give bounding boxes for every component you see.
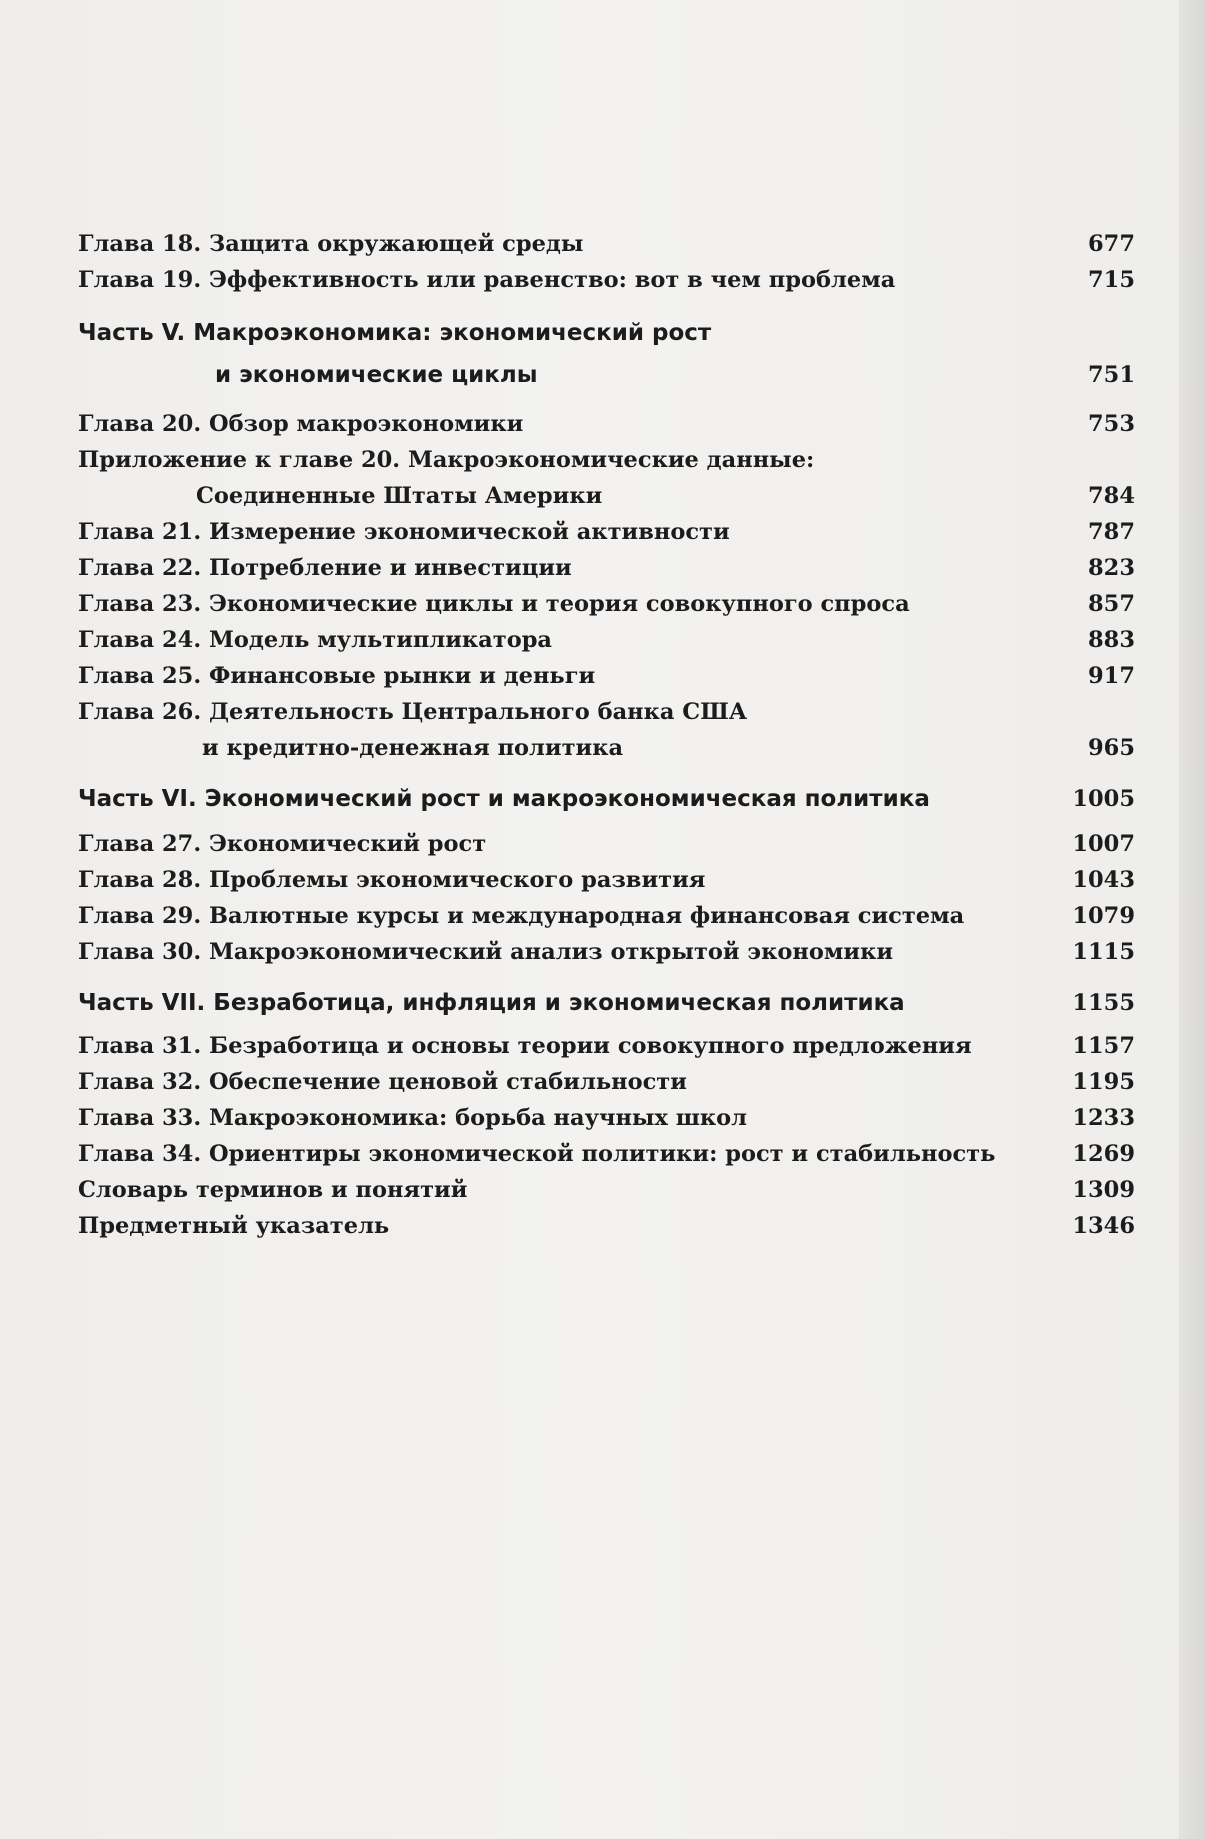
toc-entry-ch23 <box>78 586 1135 622</box>
toc-entry-page: 1043 <box>1072 867 1135 893</box>
toc-entry-title: Глава 18. Защита окружающей среды <box>78 231 584 257</box>
toc-entry-title: и кредитно-денежная политика <box>202 735 624 761</box>
toc-entry-ch31 <box>78 1028 1135 1064</box>
toc-entry-ch21 <box>78 514 1135 550</box>
toc-entry-ch30 <box>78 934 1135 970</box>
toc-entry-ch25 <box>78 658 1135 694</box>
toc-part-title: и экономические циклы <box>215 362 538 388</box>
toc-entry-ch33 <box>78 1100 1135 1136</box>
toc-part-title: Часть V. Макроэкономика: экономический рост <box>78 320 712 346</box>
toc-entry-page: 823 <box>1088 555 1135 581</box>
toc-entry-title: Глава 29. Валютные курсы и международная финансовая система <box>78 903 965 929</box>
toc-part-5 <box>78 312 1135 354</box>
toc-entry-title: Глава 22. Потребление и инвестиции <box>78 555 572 581</box>
toc-entry-ch18 <box>78 226 1135 262</box>
toc-entry-page: 1269 <box>1072 1141 1135 1167</box>
toc-entry-title: Глава 26. Деятельность Центрального банка США <box>78 699 748 725</box>
toc-entry-ch28 <box>78 862 1135 898</box>
toc-entry-title: Глава 30. Макроэкономический анализ открытой экономики <box>78 939 894 965</box>
toc-part-7 <box>78 982 1135 1024</box>
toc-entry-appendix-20 <box>78 442 1135 478</box>
toc-entry-title: Предметный указатель <box>78 1213 390 1239</box>
page-edge <box>1179 0 1205 1839</box>
toc-entry-title: Глава 32. Обеспечение ценовой стабильности <box>78 1069 687 1095</box>
toc-entry-page: 1309 <box>1072 1177 1135 1203</box>
toc-entry-page: 1115 <box>1072 939 1135 965</box>
toc-entry-ch32 <box>78 1064 1135 1100</box>
toc-entry-title: Глава 28. Проблемы экономического развития <box>78 867 706 893</box>
toc-entry-title: Глава 27. Экономический рост <box>78 831 487 857</box>
toc-entry-title: Глава 21. Измерение экономической активности <box>78 519 730 545</box>
toc-entry-page: 1346 <box>1072 1213 1135 1239</box>
toc-part-5-cont <box>78 354 1135 396</box>
toc-entry-page: 1155 <box>1072 990 1135 1016</box>
toc-entry-ch24 <box>78 622 1135 658</box>
toc-entry-page: 787 <box>1088 519 1135 545</box>
toc-entry-ch22 <box>78 550 1135 586</box>
toc-entry-page: 751 <box>1088 362 1135 388</box>
toc-entry-page: 1005 <box>1072 786 1135 812</box>
toc-entry-ch27 <box>78 826 1135 862</box>
toc-entry-page: 1007 <box>1072 831 1135 857</box>
toc-entry-page: 857 <box>1088 591 1135 617</box>
toc-entry-page: 883 <box>1088 627 1135 653</box>
toc-entry-ch26 <box>78 694 1135 730</box>
toc-entry-ch26-cont <box>78 730 1135 766</box>
toc-entry-title: Глава 20. Обзор макроэкономики <box>78 411 524 437</box>
toc-entry-page: 753 <box>1088 411 1135 437</box>
toc-entry-title: Приложение к главе 20. Макроэкономические данные: <box>78 447 815 473</box>
toc-entry-page: 917 <box>1088 663 1135 689</box>
toc-entry-page: 1233 <box>1072 1105 1135 1131</box>
toc-entry-title: Глава 31. Безработица и основы теории совокупного предложения <box>78 1033 972 1059</box>
toc-entry-page: 784 <box>1088 483 1135 509</box>
toc-entry-title: Словарь терминов и понятий <box>78 1177 468 1203</box>
toc-part-6 <box>78 778 1135 820</box>
toc-part-title: Часть VI. Экономический рост и макроэкономическая политика <box>78 786 930 812</box>
toc-entry-title: Соединенные Штаты Америки <box>196 483 603 509</box>
toc-entry-title: Глава 24. Модель мультипликатора <box>78 627 553 653</box>
toc-entry-title: Глава 33. Макроэкономика: борьба научных школ <box>78 1105 748 1131</box>
toc-part-title: Часть VII. Безработица, инфляция и экономическая политика <box>78 990 905 1016</box>
toc-entry-page: 1195 <box>1072 1069 1135 1095</box>
toc-entry-ch19 <box>78 262 1135 298</box>
toc-entry-index <box>78 1208 1135 1244</box>
toc-entry-ch20 <box>78 406 1135 442</box>
toc-entry-page: 1079 <box>1072 903 1135 929</box>
toc-entry-title: Глава 23. Экономические циклы и теория совокупного спроса <box>78 591 910 617</box>
toc-entry-title: Глава 25. Финансовые рынки и деньги <box>78 663 596 689</box>
toc-entry-page: 715 <box>1088 267 1135 293</box>
toc-entry-page: 1157 <box>1072 1033 1135 1059</box>
toc-entry-page: 965 <box>1088 735 1135 761</box>
table-of-contents <box>78 226 1135 1244</box>
toc-entry-ch34 <box>78 1136 1135 1172</box>
toc-entry-title: Глава 19. Эффективность или равенство: вот в чем проблема <box>78 267 896 293</box>
toc-entry-appendix-20-cont <box>78 478 1135 514</box>
toc-entry-title: Глава 34. Ориентиры экономической политики: рост и стабильность <box>78 1141 996 1167</box>
toc-entry-ch29 <box>78 898 1135 934</box>
toc-entry-page: 677 <box>1088 231 1135 257</box>
toc-entry-glossary <box>78 1172 1135 1208</box>
